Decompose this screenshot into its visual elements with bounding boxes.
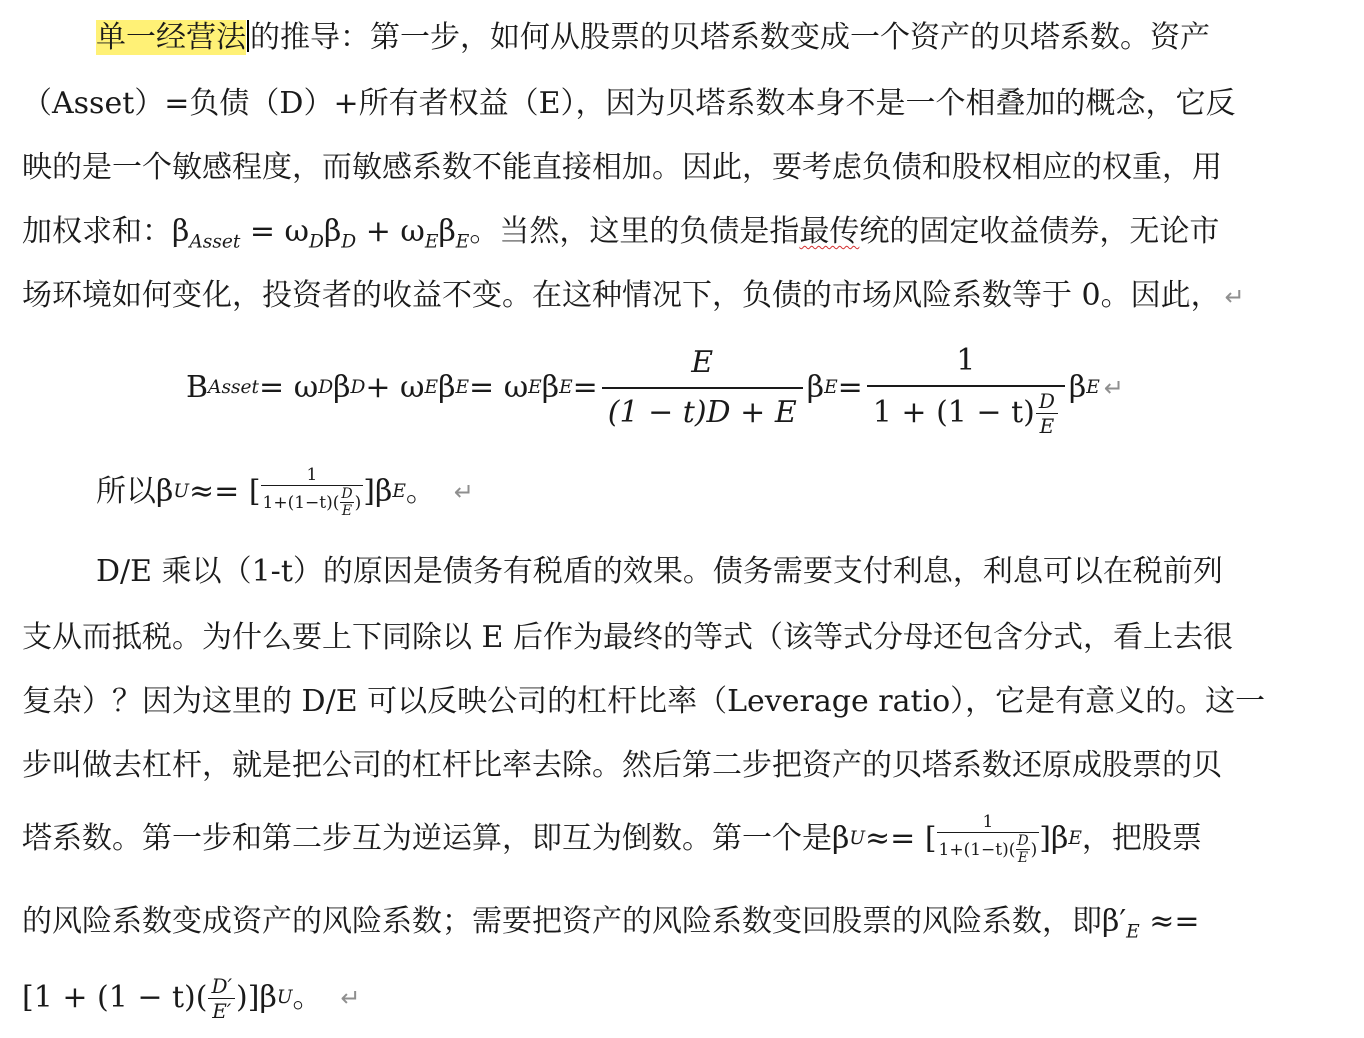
fraction-e-over-weighted: $\frac{E}{(1 - t)D + E}$	[602, 343, 803, 433]
paragraph-3-line-3: 复杂）？因为这里的 D/E 可以反映公司的杠杆比率（Leverage ratio），它是有意义的。这一	[22, 684, 1266, 719]
paragraph-1-line-3: 映的是一个敏感程度，而敏感系数不能直接相加。因此，要考虑负债和股权相应的权重，用	[22, 150, 1222, 185]
equation-beta-asset: B Asset = ω D β D + ω E β E = ω E β E = $\frac{E}{(1 - t)D + E}$ β E = 1 1 + (1 − t) $\frac{D}{E}$ β E ↵	[186, 342, 1124, 438]
return-icon: ↵	[340, 984, 361, 1012]
paragraph-2: 所以 β U ≈= [ 1 1+(1−t)( $\frac{D}{E}$ ) ]β E 。 ↵	[96, 465, 475, 519]
paragraph-3-line-7: [1 + (1 − t)( $\frac{D'}{E'}$ )]β U 。 ↵	[22, 973, 361, 1023]
paragraph-3-line-4: 步叫做去杠杆，就是把公司的杠杆比率去除。然后第二步把资产的贝塔系数还原成股票的贝	[22, 748, 1222, 783]
highlighted-term: 单一经营法	[96, 20, 246, 55]
fraction-unlever: 1 1+(1−t)( $\frac{D}{E}$ )	[262, 465, 362, 519]
fraction-d-prime-over-e-prime: $\frac{D'}{E'}$	[207, 976, 236, 1021]
fraction-one-over-leverage: 1 1 + (1 − t) $\frac{D}{E}$	[867, 341, 1065, 436]
paragraph-1-line-5: 场环境如何变化，投资者的收益不变。在这种情况下，负债的市场风险系数等于 0。因此， ↵	[22, 278, 1245, 313]
paragraph-3-line-2: 支从而抵税。为什么要上下同除以 E 后作为最终的等式（该等式分母还包含分式，看上去很	[22, 620, 1233, 655]
paragraph-1-line-2: （Asset）=负债（D）+所有者权益（E），因为贝塔系数本身不是一个相叠加的概念，它反	[22, 86, 1236, 121]
text-cursor	[247, 20, 249, 52]
return-icon: ↵	[1103, 374, 1124, 402]
spellcheck-mark: 最传	[799, 214, 860, 249]
paragraph-1-line-1: 单一经营法 的推导：第一步，如何从股票的贝塔系数变成一个资产的贝塔系数。资产	[96, 20, 1210, 55]
return-icon: ↵	[1224, 283, 1245, 311]
paragraph-3-line-6: 的风险系数变成资产的风险系数；需要把资产的风险系数变回股票的风险系数，即$\beta'_E$ ≈=	[22, 904, 1200, 943]
return-icon: ↵	[453, 478, 475, 506]
paragraph-1-line-4: 加权求和：$\beta_{Asset} = \omega_D\beta_D + \omega_E\beta_E$。当然，这里的负债是指最传统的固定收益债券，无论市	[22, 214, 1220, 253]
paragraph-3-line-1: D/E 乘以（1-t）的原因是债务有税盾的效果。债务需要支付利息，利息可以在税前列	[96, 554, 1223, 589]
fraction-unlever-inline: 1 1+(1−t)( $\frac{D}{E}$ )	[938, 812, 1038, 866]
paragraph-3-line-5: 塔系数。第一步和第二步互为逆运算，即互为倒数。第一个是 β U ≈= [ 1 1+(1−t)( $\frac{D}{E}$ ) ]β E ，把股票	[22, 812, 1202, 866]
